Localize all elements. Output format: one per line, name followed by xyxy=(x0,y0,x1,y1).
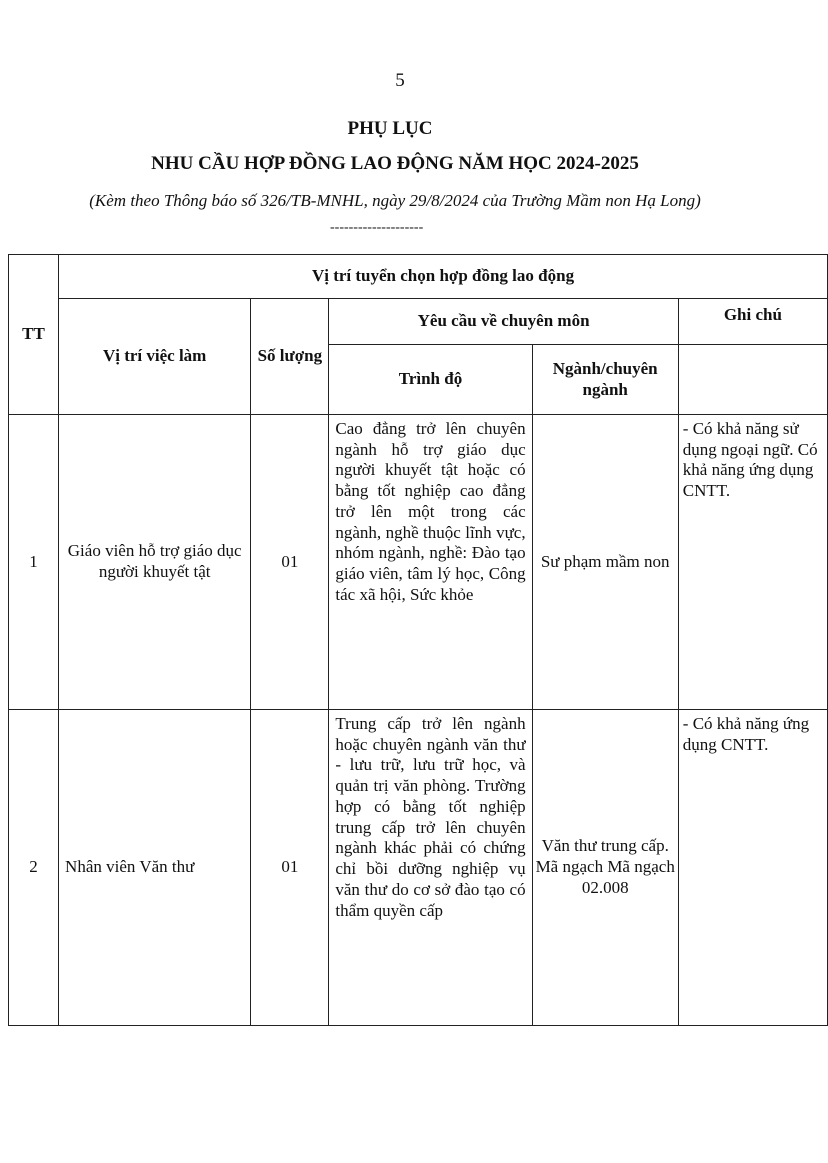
header-note: Ghi chú xyxy=(678,299,827,345)
row-level: Cao đẳng trở lên chuyên ngành hỗ trợ giáo dục người khuyết tật hoặc có bằng tốt nghiệp cao đẳng trở lên một trong các ngành, nghề thuộc lĩnh vực, nhóm ngành, nghề: Đào tạo giáo viên, tâm lý học, Công tác xã hội, Sức khỏe xyxy=(329,415,532,710)
page-number: 5 xyxy=(395,70,405,91)
table-row xyxy=(9,415,828,710)
header-quantity: Số lượng xyxy=(251,299,329,415)
page-subtitle: NHU CẦU HỢP ĐỒNG LAO ĐỘNG NĂM HỌC 2024-2025 xyxy=(151,153,639,174)
row-note: - Có khả năng ứng dụng CNTT. xyxy=(678,710,827,1026)
separator-line: -------------------- xyxy=(330,220,424,235)
header-major: Ngành/chuyên ngành xyxy=(532,345,678,415)
row-position: Giáo viên hỗ trợ giáo dục người khuyết tật xyxy=(59,415,251,710)
header-level: Trình độ xyxy=(329,345,532,415)
row-level: Trung cấp trở lên ngành hoặc chuyên ngành văn thư - lưu trữ, lưu trữ học, và quản trị văn phòng. Trường hợp có bằng tốt nghiệp trung cấp trở lên chuyên ngành khác phải có chứng chỉ bồi dưỡng nghiệp vụ văn thư do cơ sở đào tạo có thẩm quyền cấp xyxy=(329,710,532,1026)
header-position: Vị trí việc làm xyxy=(59,299,251,415)
header-note-blank xyxy=(678,345,827,415)
header-requirement: Yêu cầu về chuyên môn xyxy=(329,299,678,345)
header-tt: TT xyxy=(9,255,59,415)
row-major: Văn thư trung cấp. Mã ngạch Mã ngạch 02.008 xyxy=(532,710,678,1026)
row-note: - Có khả năng sử dụng ngoại ngữ. Có khả năng ứng dụng CNTT. xyxy=(678,415,827,710)
table-row xyxy=(9,710,828,1026)
row-tt: 1 xyxy=(9,415,59,710)
reference-line: (Kèm theo Thông báo số 326/TB-MNHL, ngày 29/8/2024 của Trường Mầm non Hạ Long) xyxy=(89,191,701,210)
header-group: Vị trí tuyển chọn hợp đồng lao động xyxy=(59,255,828,299)
row-quantity: 01 xyxy=(251,710,329,1026)
page-title: PHỤ LỤC xyxy=(347,118,433,139)
row-tt: 2 xyxy=(9,710,59,1026)
recruitment-table xyxy=(8,254,828,1026)
row-position: Nhân viên Văn thư xyxy=(59,710,251,1026)
row-quantity: 01 xyxy=(251,415,329,710)
row-major: Sư phạm mầm non xyxy=(532,415,678,710)
